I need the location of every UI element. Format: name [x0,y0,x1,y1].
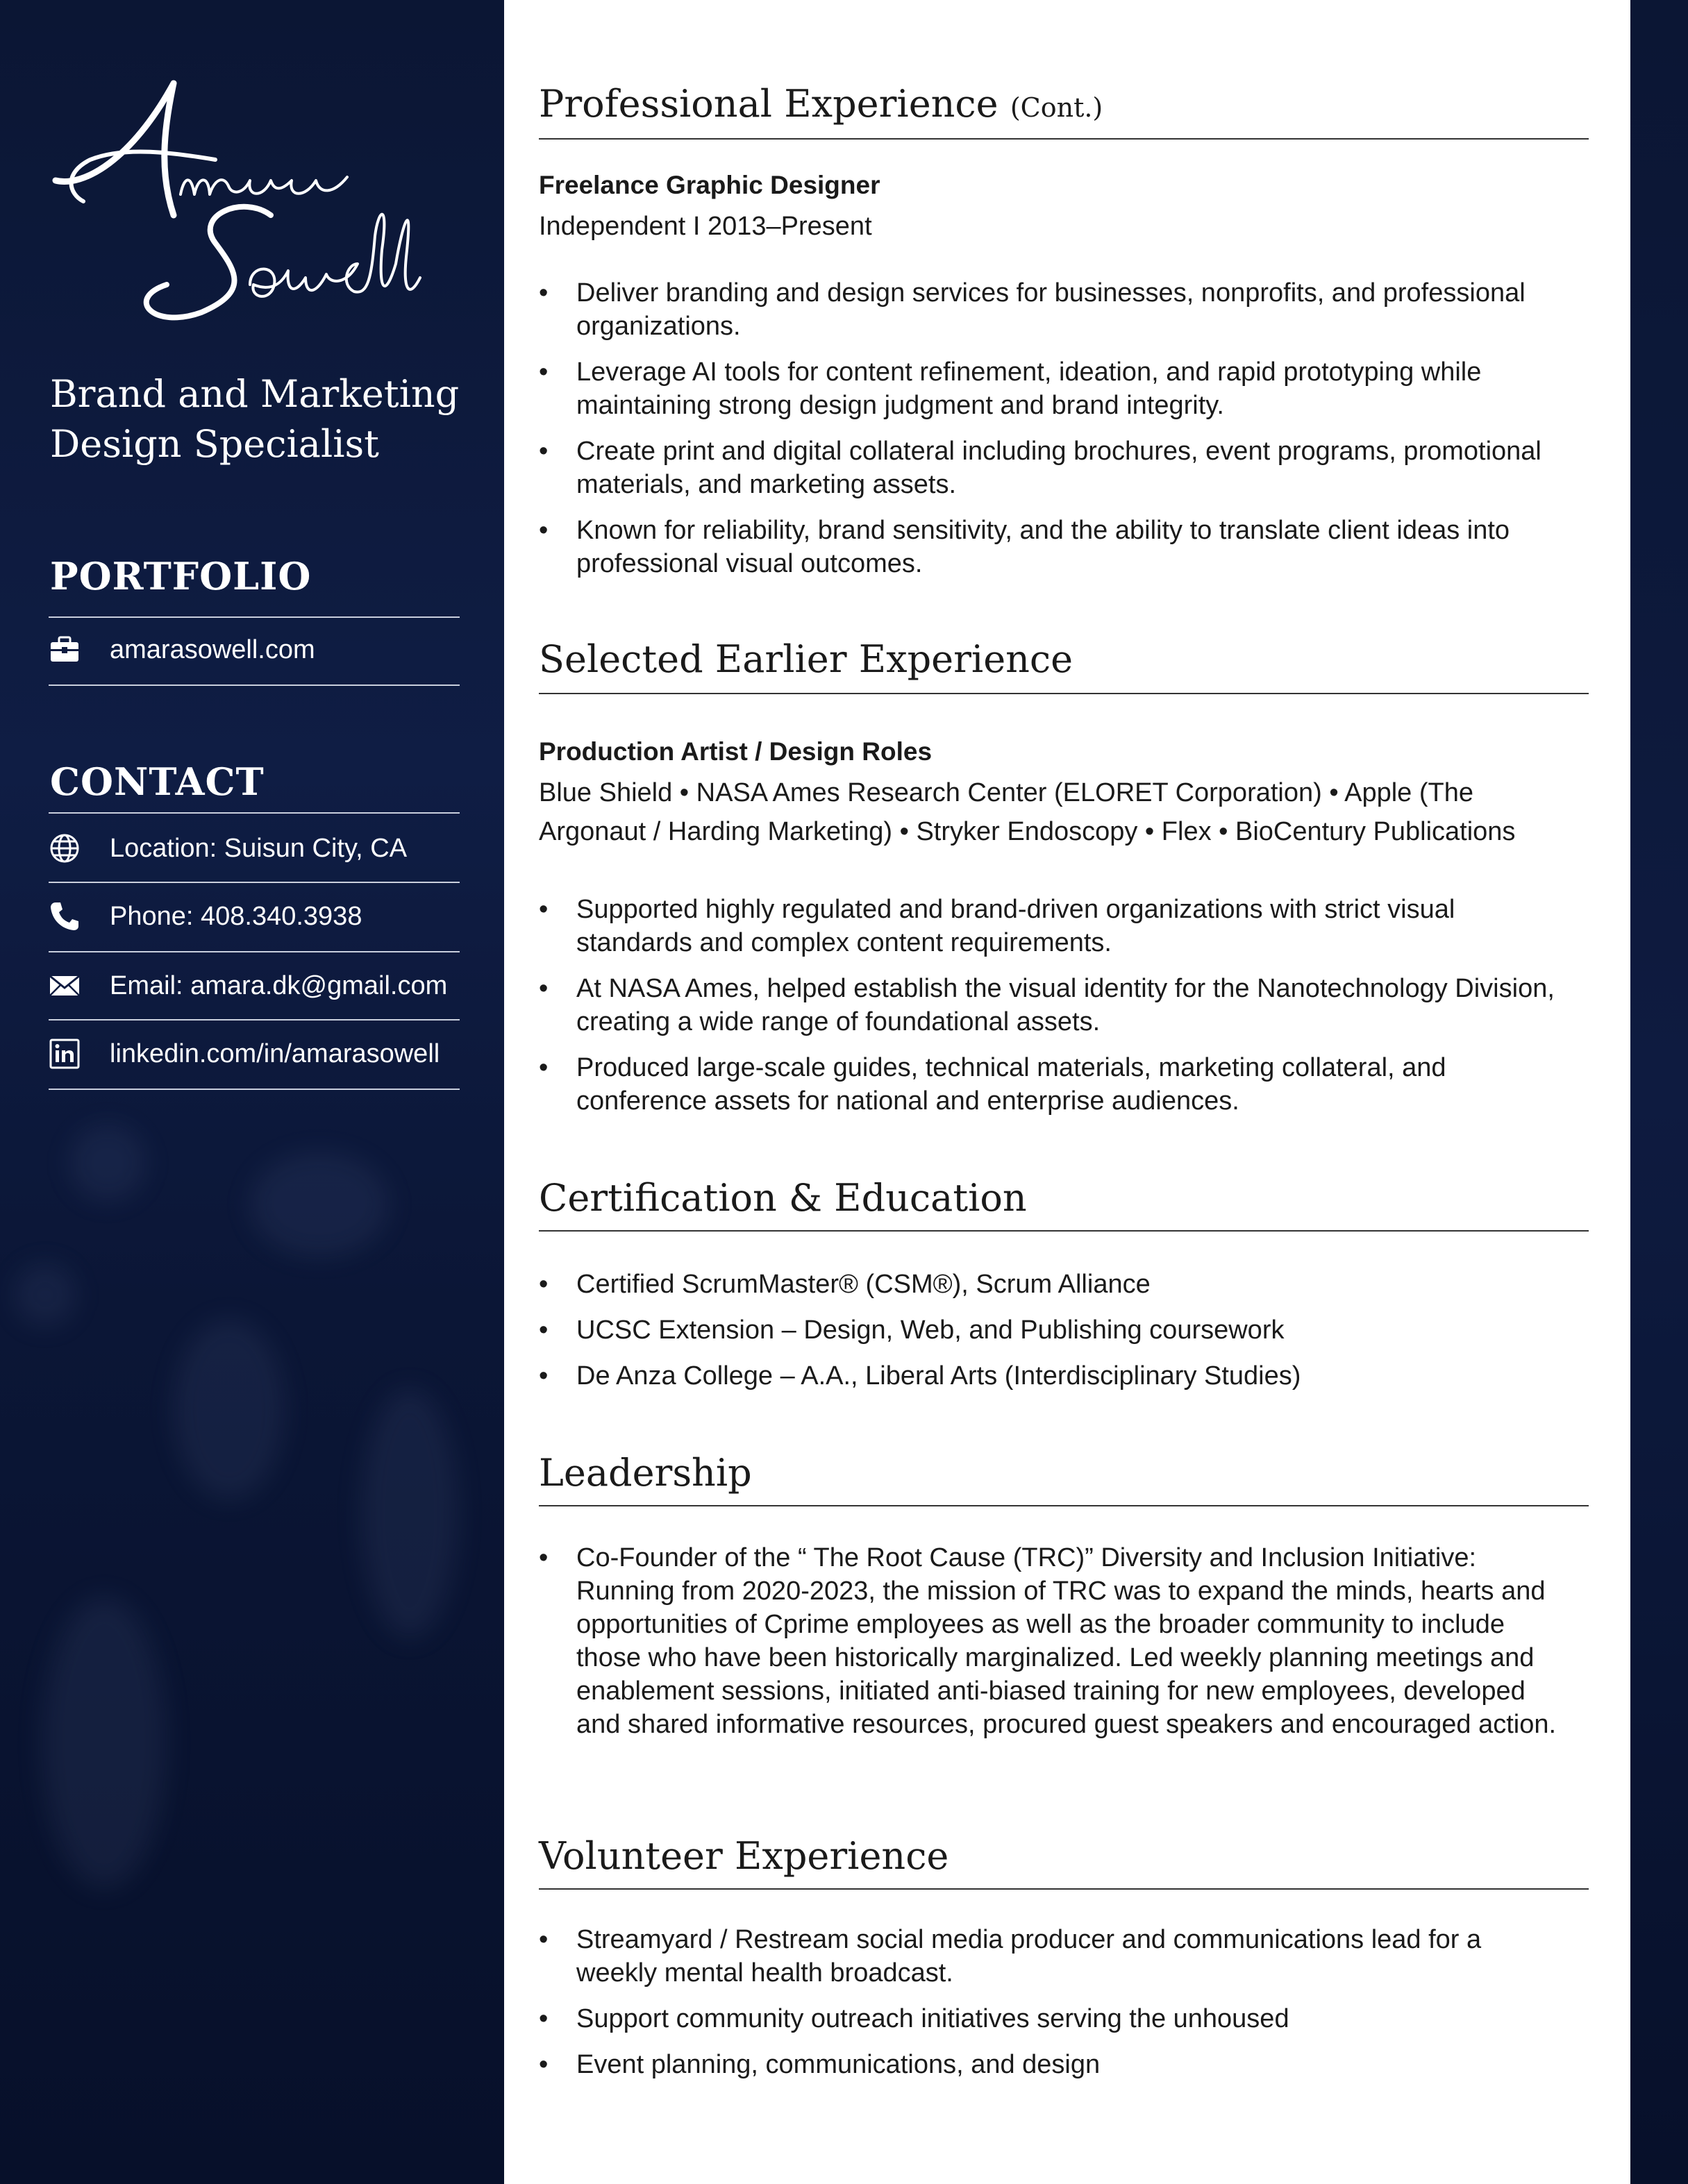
list-item: • Supported highly regulated and brand-driven organizations with strict visual standards and complex content requirements. [539,893,1566,959]
email-text: Email: amara.dk@gmail.com [110,971,448,1000]
list-item: • Event planning, communications, and design [539,2048,1566,2081]
list-item: • Co-Founder of the “ The Root Cause (TRC)” Diversity and Inclusion Initiative: Running from 2020-2023, the mission of TRC was to expand the minds, hearts and opportunities of Cprime employees as well as the broader community to include those who have been historically marginalized. Led weekly planning meetings and enablement sessions, initiated anti-biased training for new employees, developed and shared informative resources, procured guest speakers and encouraged action. [539,1541,1566,1741]
section-title-text: Professional Experience [539,82,998,126]
section-title-professional [539,82,1103,126]
section-rule [539,1888,1589,1890]
list-item: • Deliver branding and design services for businesses, nonprofits, and professional organizations. [539,276,1566,343]
job-title-line1: Brand and Marketing [50,372,460,416]
role-title: Production Artist / Design Roles [539,737,933,766]
phone-text: Phone: 408.340.3938 [110,901,362,931]
list-item: • At NASA Ames, helped establish the visual identity for the Nanotechnology Division, creating a wide range of foundational assets. [539,972,1566,1039]
contact-email[interactable] [49,965,465,1007]
portfolio-heading: PORTFOLIO [50,554,312,598]
phone-icon [49,900,81,932]
section-title-earlier: Selected Earlier Experience [539,637,1073,681]
mail-icon [49,970,81,1002]
bokeh-decoration [69,1125,146,1201]
list-item: • UCSC Extension – Design, Web, and Publishing coursework [539,1313,1566,1347]
job-title-line2: Design Specialist [50,422,379,466]
contact-heading: CONTACT [50,759,265,804]
bokeh-decoration [14,1263,76,1326]
bokeh-decoration [250,1152,389,1257]
divider [49,1019,460,1020]
bullet-list [539,1541,1566,1741]
section-title-education: Certification & Education [539,1176,1027,1220]
sidebar [0,0,504,2184]
list-item: • Leverage AI tools for content refinement, ideation, and rapid prototyping while maintaining strong design judgment and brand integrity. [539,355,1566,422]
section-rule [539,1505,1589,1506]
portfolio-link[interactable] [49,629,465,671]
bokeh-decoration [361,1388,458,1638]
contact-phone[interactable] [49,896,465,937]
contact-linkedin[interactable] [49,1033,465,1075]
job-title [50,369,481,469]
briefcase-icon [49,634,81,666]
bullet-list [539,1923,1566,2081]
portfolio-url: amarasowell.com [110,635,315,664]
bullet-list [539,1268,1566,1393]
list-item: • Certified ScrumMaster® (CSM®), Scrum Alliance [539,1268,1566,1301]
divider [49,882,460,883]
role-title: Freelance Graphic Designer [539,171,880,199]
list-item: • Streamyard / Restream social media producer and communications lead for a weekly mental health broadcast. [539,1923,1566,1990]
signature-logo [42,56,444,333]
section-rule [539,1230,1589,1232]
globe-icon [49,832,81,864]
signature-graphic [42,56,444,333]
bokeh-decoration [174,1319,285,1500]
divider [49,616,460,618]
linkedin-icon [49,1038,81,1070]
list-item: • Known for reliability, brand sensitivity, and the ability to translate client ideas into professional visual outcomes. [539,514,1566,580]
divider [49,1089,460,1090]
divider [49,812,460,814]
section-rule [539,138,1589,140]
bullet-list [539,893,1566,1118]
role-subtitle: Independent I 2013–Present [539,212,872,241]
list-item: • Support community outreach initiatives serving the unhoused [539,2002,1566,2035]
role-companies: Blue Shield • NASA Ames Research Center (ELORET Corporation) • Apple (The Argonaut / Harding Marketing) • Stryker Endoscopy • Flex • BioCentury Publications [539,778,1516,846]
location-text: Location: Suisun City, CA [110,833,408,863]
bokeh-decoration [42,1597,167,1888]
divider [49,684,460,686]
section-title-volunteer: Volunteer Experience [539,1834,949,1878]
section-title-suffix: (Cont.) [1010,92,1103,123]
right-decorative-band [1630,0,1688,2184]
contact-location [49,828,465,869]
section-rule [539,693,1589,694]
list-item: • Produced large-scale guides, technical materials, marketing collateral, and conference assets for national and enterprise audiences. [539,1051,1566,1118]
divider [49,951,460,952]
linkedin-text: linkedin.com/in/amarasowell [110,1039,440,1068]
section-title-leadership: Leadership [539,1451,752,1495]
bullet-list [539,276,1566,580]
list-item: • Create print and digital collateral including brochures, event programs, promotional materials, and marketing assets. [539,435,1566,501]
list-item: • De Anza College – A.A., Liberal Arts (Interdisciplinary Studies) [539,1359,1566,1393]
